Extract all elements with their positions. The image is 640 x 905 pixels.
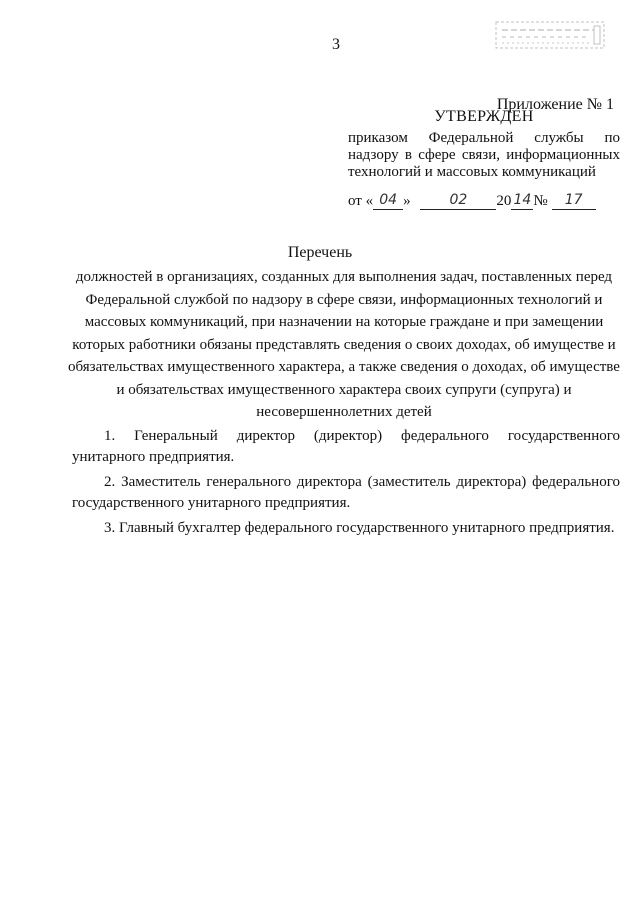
approval-body xyxy=(348,130,620,181)
date-day-suffix: » xyxy=(403,193,411,209)
date-year-field: 14 xyxy=(511,192,533,210)
date-prefix: от « xyxy=(348,193,374,209)
approval-line: приказом Федеральной службы по xyxy=(348,130,620,146)
date-day-field: 04 xyxy=(373,192,403,210)
appendix-label: Приложение № 1 xyxy=(496,96,614,113)
approval-line: технологий и массовых коммуникаций xyxy=(348,164,596,180)
approval-title: УТВЕРЖДЕН xyxy=(434,108,534,125)
stamp-image xyxy=(494,18,606,52)
date-month-field: 02 xyxy=(420,192,496,210)
page-number: 3 xyxy=(332,36,340,53)
approval-line: надзору в сфере связи, информационных xyxy=(348,147,620,163)
order-number-field: 17 xyxy=(552,192,596,210)
list-subtitle: должностей в организациях, созданных для выполнения задач, поставленных перед Федеральной службой по надзору в сфере связи, информационных технологий и массовых коммуникаций, при назначении на которые граждане и при замещении которых работники обязаны представлять сведения о своих доходах, об имуществе и обязательствах имущественного характера, а также сведения о доходах, об имуществе и обязательствах имущественного характера своих супруги (супруга) и несовершеннолетних детей xyxy=(68,269,620,420)
positions-list xyxy=(72,426,620,543)
list-item: 3. Главный бухгалтер федерального государственного унитарного предприятия. xyxy=(104,520,615,536)
list-item: 2. Заместитель генерального директора (заместитель директора) федерального государственного унитарного предприятия. xyxy=(72,474,620,511)
approval-block xyxy=(348,108,620,181)
list-title: Перечень xyxy=(287,244,353,261)
date-year-prefix: 20 xyxy=(496,193,512,209)
approval-date-line xyxy=(348,192,620,210)
list-item: 1. Генеральный директор (директор) федерального государственного унитарного предприятия. xyxy=(72,428,620,465)
number-prefix: № xyxy=(533,193,548,209)
